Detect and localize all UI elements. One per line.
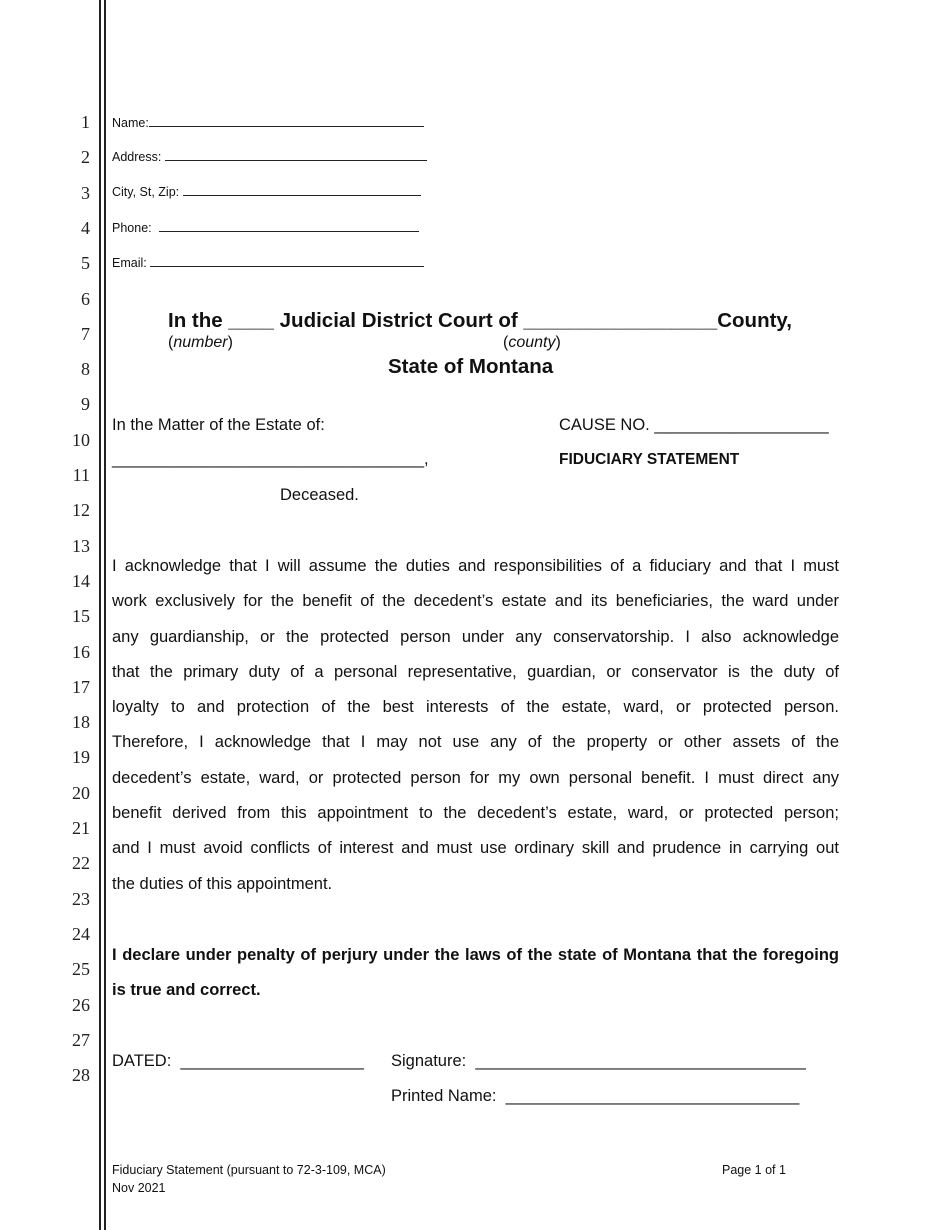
line-number: 10 xyxy=(72,429,90,450)
line-number: 24 xyxy=(72,923,90,944)
paragraph-line: I acknowledge that I will assume the duties and responsibilities of a fiduciary and that I must xyxy=(112,557,839,575)
line-number: 11 xyxy=(72,465,90,485)
margin-rule-inner xyxy=(104,0,106,1230)
line-number: 1 xyxy=(81,112,90,132)
address-underline xyxy=(165,148,427,161)
line-number: 5 xyxy=(81,253,90,274)
state-heading: State of Montana xyxy=(388,355,554,378)
line-number: 26 xyxy=(72,994,90,1015)
paragraph-line: any guardianship, or the protected person under any conservatorship. I also acknowledge xyxy=(112,627,839,646)
name-field[interactable] xyxy=(112,114,424,130)
line-number: 16 xyxy=(72,641,90,662)
email-field[interactable] xyxy=(112,254,424,270)
address-field[interactable] xyxy=(112,148,427,164)
dated-field[interactable]: DATED: ____________________ xyxy=(112,1052,364,1070)
county-hint: (county) xyxy=(503,334,561,351)
court-heading: In the ____ Judicial District Court of _________________County, xyxy=(168,309,792,332)
line-number: 22 xyxy=(72,853,90,874)
line-number: 3 xyxy=(81,182,90,203)
paragraph-line: work exclusively for the benefit of the decedent’s estate and its beneficiaries, the ward under xyxy=(112,592,839,611)
paragraph-line: I declare under penalty of perjury under the laws of the state of Montana that the foregoing xyxy=(112,946,839,964)
line-number: 2 xyxy=(81,147,90,168)
city-underline xyxy=(183,183,421,196)
number-hint: (number) xyxy=(168,334,233,351)
line-number: 8 xyxy=(81,359,90,380)
footer-form-title: Fiduciary Statement (pursuant to 72-3-109, MCA) xyxy=(112,1163,386,1177)
line-number: 13 xyxy=(72,535,90,556)
line-number: 17 xyxy=(72,676,90,697)
paragraph-line: the duties of this appointment. xyxy=(112,874,333,893)
name-underline xyxy=(149,114,424,127)
matter-label: In the Matter of the Estate of: xyxy=(112,416,325,434)
paragraph-line: is true and correct. xyxy=(112,981,261,1000)
printed-name-field[interactable]: Printed Name: ________________________________ xyxy=(391,1087,800,1105)
line-number: 9 xyxy=(81,394,90,415)
footer-page-number: Page 1 of 1 xyxy=(722,1163,786,1177)
city-field[interactable] xyxy=(112,183,421,199)
cause-number[interactable]: CAUSE NO. ___________________ xyxy=(559,416,829,434)
line-number: 15 xyxy=(72,606,90,627)
paragraph-line: decedent’s estate, ward, or protected person for my own personal benefit. I must direct any xyxy=(112,768,839,787)
line-number: 20 xyxy=(72,782,90,803)
footer-date: Nov 2021 xyxy=(112,1181,166,1195)
deceased-label: Deceased. xyxy=(280,486,359,504)
paragraph-line: benefit derived from this appointment to the decedent’s estate, ward, or protected person; xyxy=(112,804,839,823)
paragraph-line: that the primary duty of a personal representative, guardian, or conservator is the duty of xyxy=(112,662,839,681)
line-number: 7 xyxy=(81,323,90,344)
line-number: 21 xyxy=(72,818,90,838)
paragraph-line: and I must avoid conflicts of interest and must use ordinary skill and prudence in carrying out xyxy=(112,839,839,858)
perjury-declaration xyxy=(112,938,839,1009)
line-number: 6 xyxy=(81,288,90,309)
name-label: Name: xyxy=(112,116,149,130)
paragraph-line: Therefore, I acknowledge that I may not use any of the property or other assets of the xyxy=(112,733,839,752)
line-number: 25 xyxy=(72,959,90,980)
line-number: 19 xyxy=(72,747,90,768)
line-number: 4 xyxy=(81,217,90,238)
margin-rule-outer xyxy=(99,0,101,1230)
line-number: 18 xyxy=(72,712,90,733)
line-number: 27 xyxy=(72,1029,90,1050)
line-number: 23 xyxy=(72,888,90,909)
paragraph-line: loyalty to and protection of the best interests of the estate, ward, or protected person. xyxy=(112,698,839,717)
phone-field[interactable] xyxy=(112,219,419,235)
document-title: FIDUCIARY STATEMENT xyxy=(559,451,740,468)
number-hint-text: number xyxy=(173,334,228,351)
email-underline xyxy=(150,254,424,267)
address-label: Address: xyxy=(112,150,162,164)
acknowledgment-paragraph xyxy=(112,549,839,902)
phone-label: Phone: xyxy=(112,221,152,235)
county-hint-text: county xyxy=(508,334,556,351)
email-label: Email: xyxy=(112,256,147,270)
line-number: 14 xyxy=(72,570,90,591)
estate-name-blank[interactable]: __________________________________, xyxy=(112,450,429,468)
signature-field[interactable]: Signature: ____________________________________ xyxy=(391,1052,806,1070)
phone-underline xyxy=(159,219,419,232)
line-number: 28 xyxy=(72,1065,90,1086)
city-label: City, St, Zip: xyxy=(112,185,180,199)
line-number: 12 xyxy=(72,500,90,521)
